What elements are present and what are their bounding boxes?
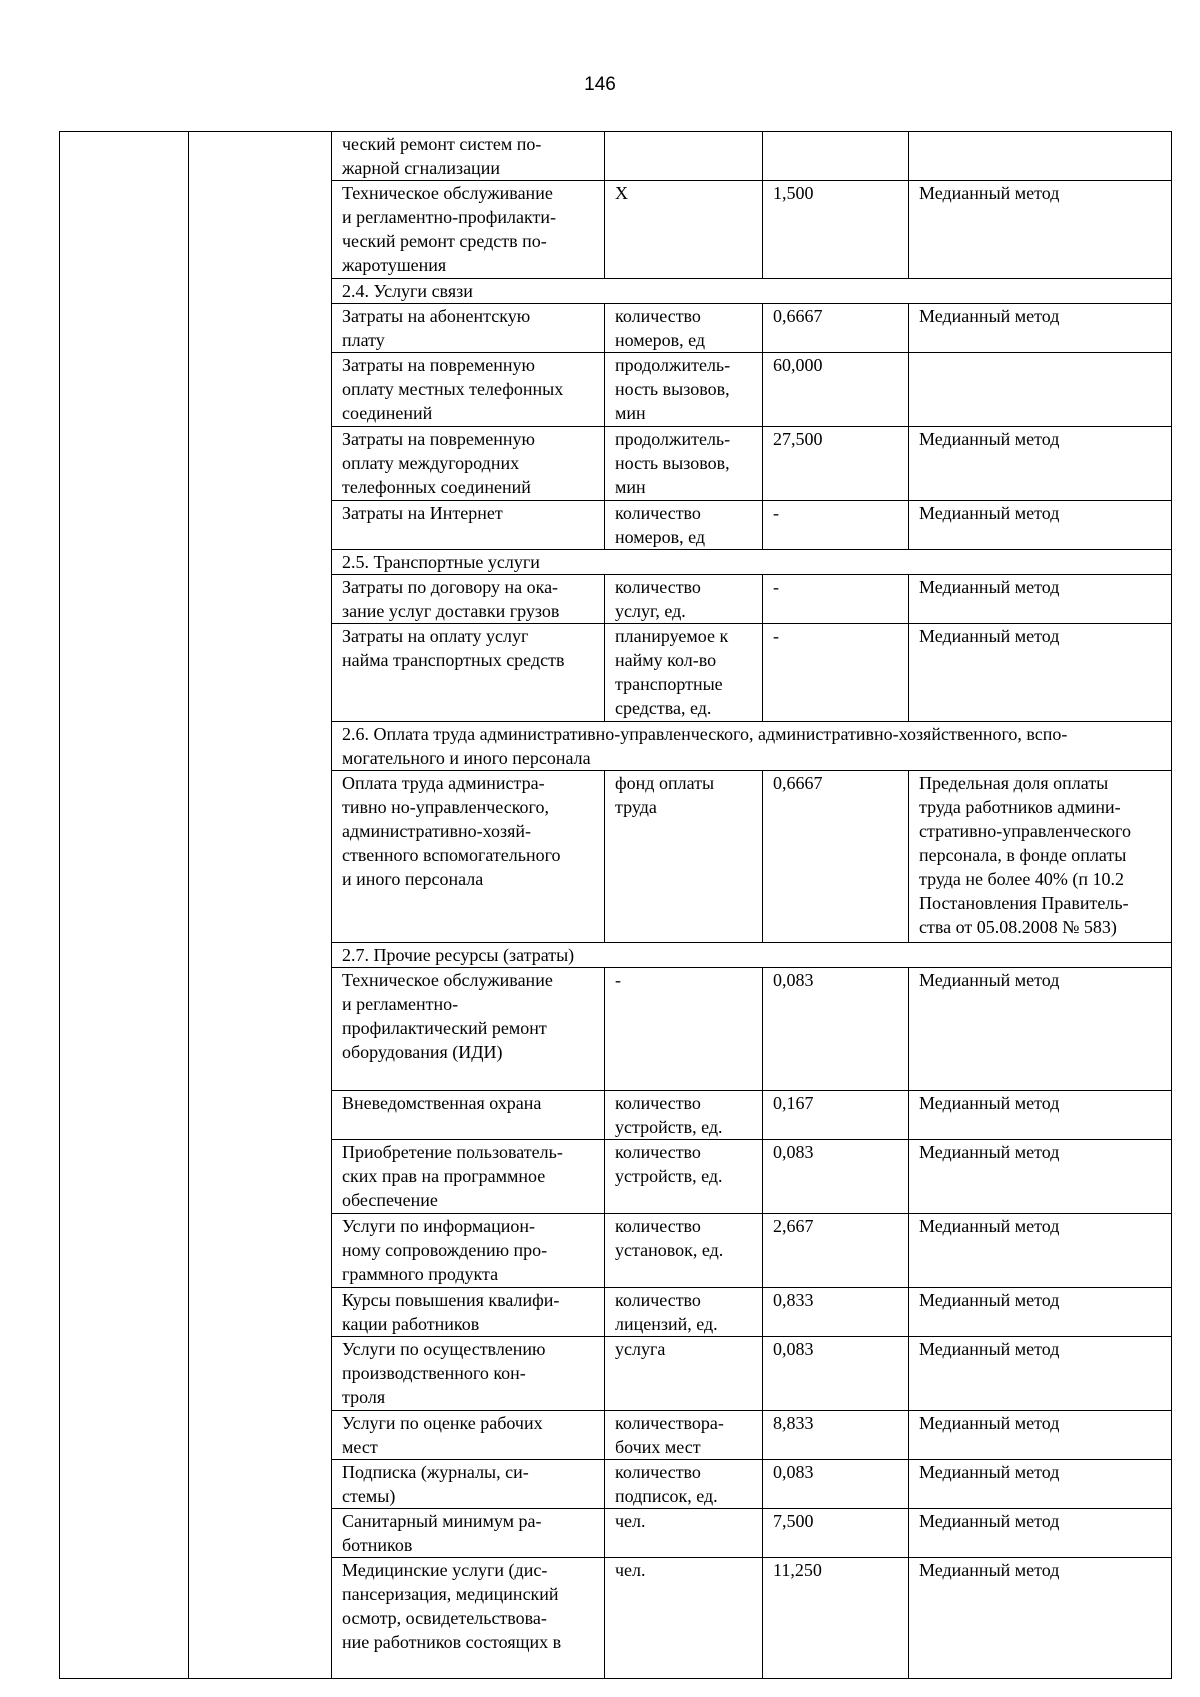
unit-cell-line: продолжитель-: [615, 355, 731, 375]
method-cell-line: Предельная доля оплаты: [919, 773, 1109, 793]
value-cell: 60,000: [763, 353, 909, 427]
cost-name-cell-line: мест: [342, 1437, 378, 1457]
section-heading-line: могательного и иного персонала: [342, 748, 591, 768]
cost-name-cell-line: и регламентно-профилакти-: [342, 207, 556, 227]
cost-name-cell-line: оплату междугородних: [342, 453, 520, 473]
section-heading-line: 2.6. Оплата труда административно-управленческого, административно-хозяйственного, вспо-: [342, 724, 1068, 744]
unit-cell-line: -: [615, 970, 621, 990]
cost-name-cell-line: соединений: [342, 403, 433, 423]
unit-cell-line: чел.: [615, 1511, 646, 1531]
method-cell-line: Медианный метод: [919, 577, 1060, 597]
unit-cell: [605, 1140, 763, 1214]
method-cell: [909, 1214, 1172, 1288]
value-cell: 0,6667: [763, 304, 909, 353]
unit-cell-line: номеров, ед: [615, 527, 706, 547]
table-body: [60, 132, 1172, 1679]
section-heading-line: 2.5. Транспортные услуги: [342, 552, 540, 572]
cost-name-cell-line: плату: [342, 330, 385, 350]
cost-name-cell-line: Затраты на повременную: [342, 429, 535, 449]
method-cell: [909, 427, 1172, 501]
unit-cell-line: количество: [615, 1216, 701, 1236]
method-cell-line: Медианный метод: [919, 1339, 1060, 1359]
unit-cell-line: транспортные: [615, 674, 723, 694]
section-heading: [332, 279, 1172, 304]
method-cell-line: Медианный метод: [919, 1462, 1060, 1482]
method-cell-line: Медианный метод: [919, 1413, 1060, 1433]
method-cell: [909, 304, 1172, 353]
cost-name-cell: [332, 1214, 605, 1288]
cost-name-cell: [332, 1558, 605, 1679]
method-cell: [909, 181, 1172, 279]
section-heading: [332, 550, 1172, 575]
cost-name-cell: [332, 1091, 605, 1140]
unit-cell-line: устройств, ед.: [615, 1166, 723, 1186]
value-cell: 0,6667: [763, 771, 909, 943]
cost-name-cell-line: зание услуг доставки грузов: [342, 601, 560, 621]
unit-cell-line: устройств, ед.: [615, 1117, 723, 1137]
section-heading-line: 2.4. Услуги связи: [342, 281, 473, 301]
cost-name-cell-line: оплату местных телефонных: [342, 379, 564, 399]
table-row: [60, 132, 1172, 181]
cost-name-cell-line: осмотр, освидетельствова-: [342, 1608, 547, 1628]
cost-name-cell-line: Медицинские услуги (дис-: [342, 1560, 548, 1580]
cost-name-cell-line: ние работников состоящих в: [342, 1632, 562, 1652]
unit-cell-line: количество: [615, 1290, 701, 1310]
cost-name-cell: [332, 501, 605, 550]
unit-cell-line: найму кол-во: [615, 650, 717, 670]
cost-name-cell-line: Затраты на Интернет: [342, 503, 503, 523]
cost-name-cell-line: Услуги по осуществлению: [342, 1339, 546, 1359]
cost-name-cell-line: профилактический ремонт: [342, 1018, 547, 1038]
unit-cell-line: труда: [615, 797, 657, 817]
cost-name-cell-line: Техническое обслуживание: [342, 970, 553, 990]
value-cell: -: [763, 501, 909, 550]
unit-cell-line: номеров, ед: [615, 330, 706, 350]
cost-name-cell-line: Затраты на повременную: [342, 355, 535, 375]
method-cell-line: Медианный метод: [919, 1560, 1060, 1580]
unit-cell: [605, 501, 763, 550]
unit-cell: [605, 624, 763, 722]
method-cell: [909, 501, 1172, 550]
value-cell: 11,250: [763, 1558, 909, 1679]
cost-name-cell: [332, 771, 605, 943]
cost-name-cell-line: кации работников: [342, 1314, 480, 1334]
method-cell-line: Медианный метод: [919, 970, 1060, 990]
method-cell: [909, 575, 1172, 624]
method-cell: [909, 1460, 1172, 1509]
method-cell-line: Постановления Правитель-: [919, 893, 1129, 913]
cost-name-cell-line: обеспечение: [342, 1190, 438, 1210]
cost-name-cell: [332, 1460, 605, 1509]
unit-cell-line: лицензий, ед.: [615, 1314, 718, 1334]
unit-cell: [605, 1411, 763, 1460]
method-cell-line: труда не более 40% (п 10.2: [919, 869, 1124, 889]
cost-name-cell-line: оборудования (ИДИ): [342, 1042, 503, 1062]
cost-name-cell: [332, 132, 605, 181]
method-cell: [909, 1558, 1172, 1679]
method-cell-line: Медианный метод: [919, 1216, 1060, 1236]
section-heading: [332, 943, 1172, 968]
outer-col-1: [60, 132, 189, 1679]
method-cell: [909, 1288, 1172, 1337]
unit-cell-line: ность вызовов,: [615, 379, 730, 399]
method-cell-line: Медианный метод: [919, 1142, 1060, 1162]
cost-name-cell-line: найма транспортных средств: [342, 650, 565, 670]
method-cell: [909, 1140, 1172, 1214]
unit-cell: [605, 575, 763, 624]
cost-name-cell-line: ческий ремонт систем по-: [342, 134, 542, 154]
unit-cell: [605, 1288, 763, 1337]
unit-cell-line: средства, ед.: [615, 698, 712, 718]
cost-name-cell: [332, 1509, 605, 1558]
method-cell: [909, 353, 1172, 427]
value-cell: 0,167: [763, 1091, 909, 1140]
cost-name-cell-line: Затраты по договору на ока-: [342, 577, 559, 597]
cost-name-cell-line: телефонных соединений: [342, 477, 531, 497]
method-cell-line: Медианный метод: [919, 1290, 1060, 1310]
cost-name-cell-line: Оплата труда администра-: [342, 773, 545, 793]
unit-cell-line: услуг, ед.: [615, 601, 686, 621]
method-cell-line: персонала, в фонде оплаты: [919, 845, 1127, 865]
cost-name-cell: [332, 624, 605, 722]
cost-name-cell-line: Затраты на оплату услуг: [342, 626, 529, 646]
unit-cell: [605, 132, 763, 181]
unit-cell-line: ность вызовов,: [615, 453, 730, 473]
cost-name-cell-line: Санитарный минимум ра-: [342, 1511, 542, 1531]
value-cell: 2,667: [763, 1214, 909, 1288]
section-heading-line: 2.7. Прочие ресурсы (затраты): [342, 945, 575, 965]
method-cell-line: стративно-управленческого: [919, 821, 1131, 841]
cost-name-cell-line: Услуги по оценке рабочих: [342, 1413, 543, 1433]
value-cell: 0,083: [763, 1337, 909, 1411]
method-cell: [909, 1509, 1172, 1558]
method-cell: [909, 1091, 1172, 1140]
unit-cell-line: мин: [615, 477, 646, 497]
cost-name-cell: [332, 575, 605, 624]
cost-name-cell-line: ботников: [342, 1535, 413, 1555]
unit-cell-line: чел.: [615, 1560, 646, 1580]
method-cell: [909, 1337, 1172, 1411]
unit-cell: [605, 1558, 763, 1679]
value-cell: 0,083: [763, 1140, 909, 1214]
cost-name-cell-line: производственного кон-: [342, 1363, 526, 1383]
method-cell: [909, 1411, 1172, 1460]
unit-cell: [605, 304, 763, 353]
method-cell-line: Медианный метод: [919, 503, 1060, 523]
unit-cell-line: планируемое к: [615, 626, 729, 646]
cost-name-cell-line: тивно но-управленческого,: [342, 797, 549, 817]
cost-name-cell-line: Вневедомственная охрана: [342, 1093, 542, 1113]
cost-name-cell: [332, 304, 605, 353]
unit-cell-line: мин: [615, 403, 646, 423]
method-cell: [909, 624, 1172, 722]
value-cell: -: [763, 575, 909, 624]
unit-cell: [605, 427, 763, 501]
unit-cell-line: количествора-: [615, 1413, 724, 1433]
cost-name-cell: [332, 427, 605, 501]
unit-cell-line: подписок, ед.: [615, 1486, 718, 1506]
cost-name-cell: [332, 1140, 605, 1214]
unit-cell-line: бочих мест: [615, 1437, 701, 1457]
page-number: 146: [584, 74, 616, 95]
cost-name-cell-line: и регламентно-: [342, 994, 459, 1014]
cost-name-cell-line: Техническое обслуживание: [342, 183, 553, 203]
section-heading: [332, 722, 1172, 771]
unit-cell-line: количество: [615, 503, 701, 523]
unit-cell-line: фонд оплаты: [615, 773, 715, 793]
method-cell-line: Медианный метод: [919, 626, 1060, 646]
cost-name-cell: [332, 1411, 605, 1460]
value-cell: 27,500: [763, 427, 909, 501]
method-cell-line: труда работников админи-: [919, 797, 1121, 817]
value-cell: 0,083: [763, 968, 909, 1091]
method-cell-line: Медианный метод: [919, 183, 1060, 203]
cost-name-cell: [332, 968, 605, 1091]
cost-name-cell-line: троля: [342, 1387, 386, 1407]
unit-cell: [605, 1091, 763, 1140]
unit-cell-line: количество: [615, 1142, 701, 1162]
value-cell: 1,500: [763, 181, 909, 279]
method-cell-line: Медианный метод: [919, 1093, 1060, 1113]
value-cell: 8,833: [763, 1411, 909, 1460]
cost-name-cell-line: пансеризация, медицинский: [342, 1584, 559, 1604]
method-cell: [909, 771, 1172, 943]
value-cell: 0,833: [763, 1288, 909, 1337]
method-cell: [909, 132, 1172, 181]
unit-cell: [605, 771, 763, 943]
cost-name-cell-line: ских прав на программное: [342, 1166, 546, 1186]
cost-name-cell: [332, 181, 605, 279]
method-cell-line: Медианный метод: [919, 429, 1060, 449]
cost-name-cell: [332, 1288, 605, 1337]
method-cell-line: ства от 05.08.2008 № 583): [919, 917, 1117, 937]
value-cell: -: [763, 624, 909, 722]
unit-cell: [605, 1337, 763, 1411]
cost-name-cell-line: граммного продукта: [342, 1264, 499, 1284]
cost-name-cell-line: стемы): [342, 1486, 396, 1506]
cost-name-cell-line: Затраты на абонентскую: [342, 306, 531, 326]
unit-cell-line: количество: [615, 1462, 701, 1482]
cost-name-cell-line: Подписка (журналы, си-: [342, 1462, 529, 1482]
unit-cell: [605, 1214, 763, 1288]
unit-cell-line: количество: [615, 1093, 701, 1113]
unit-cell-line: установок, ед.: [615, 1240, 724, 1260]
value-cell: 0,083: [763, 1460, 909, 1509]
value-cell: [763, 132, 909, 181]
cost-name-cell-line: административно-хозяй-: [342, 821, 531, 841]
cost-norms-table: [59, 131, 1172, 1679]
method-cell-line: Медианный метод: [919, 1511, 1060, 1531]
value-cell: 7,500: [763, 1509, 909, 1558]
unit-cell: [605, 181, 763, 279]
method-cell-line: Медианный метод: [919, 306, 1060, 326]
cost-name-cell-line: ственного вспомогательного: [342, 845, 561, 865]
cost-name-cell-line: Услуги по информацион-: [342, 1216, 536, 1236]
cost-name-cell-line: ческий ремонт средств по-: [342, 231, 547, 251]
cost-name-cell-line: ному сопровождению про-: [342, 1240, 548, 1260]
unit-cell-line: услуга: [615, 1339, 666, 1359]
cost-name-cell-line: Курсы повышения квалифи-: [342, 1290, 560, 1310]
cost-name-cell-line: Приобретение пользователь-: [342, 1142, 563, 1162]
outer-col-2: [189, 132, 332, 1679]
unit-cell-line: Х: [615, 183, 628, 203]
cost-name-cell-line: и иного персонала: [342, 869, 484, 889]
unit-cell: [605, 1460, 763, 1509]
unit-cell: [605, 968, 763, 1091]
cost-name-cell-line: жарной сгнализации: [342, 158, 500, 178]
cost-name-cell-line: жаротушения: [342, 255, 447, 275]
cost-name-cell: [332, 1337, 605, 1411]
method-cell: [909, 968, 1172, 1091]
unit-cell-line: продолжитель-: [615, 429, 731, 449]
unit-cell: [605, 1509, 763, 1558]
unit-cell: [605, 353, 763, 427]
unit-cell-line: количество: [615, 577, 701, 597]
cost-name-cell: [332, 353, 605, 427]
unit-cell-line: количество: [615, 306, 701, 326]
